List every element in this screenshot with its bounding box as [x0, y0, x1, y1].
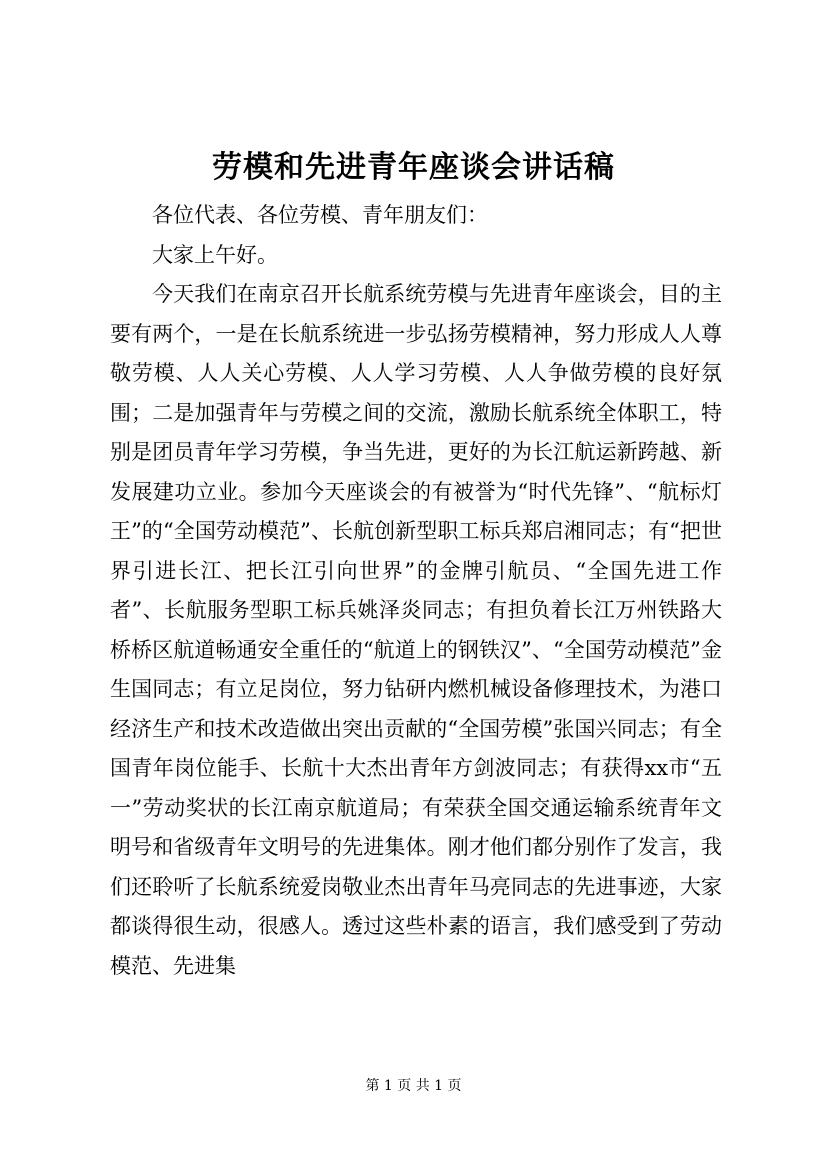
salutation-paragraph: 各位代表、各位劳模、青年朋友们：: [152, 203, 488, 227]
greeting-paragraph: 大家上午好。: [152, 242, 278, 267]
document-body: [110, 196, 722, 986]
page-footer: 第 1 页 共 1 页: [365, 1078, 462, 1094]
main-paragraph: 今天我们在南京召开长航系统劳模与先进青年座谈会，目的主要有两个，一是在长航系统进一步弘扬劳模精神，努力形成人人尊敬劳模、人人关心劳模、人人学习劳模、人人争做劳模的良好氛围；二是加强青年与劳模之间的交流，激励长航系统全体职工，特别是团员青年学习劳模，争当先进，更好的为长江航运新跨越、新发展建功立业。参加今天座谈会的有被誉为“时代先锋”、“航标灯王”的“全国劳动模范”、长航创新型职工标兵郑启湘同志；有“把世界引进长江、把长江引向世界”的金牌引航员、“全国先进工作者”、长航服务型职工标兵姚泽炎同志；有担负着长江万州铁路大桥桥区航道畅通安全重任的“航道上的钢铁汉”、“全国劳动模范”金生国同志；有立足岗位，努力钻研内燃机械设备修理技术，为港口经济生产和技术改造做出突出贡献的“全国劳模”张国兴同志；有全国青年岗位能手、长航十大杰出青年方剑波同志；有获得xx市“五一”劳动奖状的长江南京航道局；有荣获全国交通运输系统青年文明号和省级青年文明号的先进集体。刚才他们都分别作了发言，我们还聆听了长航系统爱岗敬业杰出青年马亮同志的先进事迹，大家都谈得很生动，很感人。透过这些朴素的语言，我们感受到了劳动模范、先进集: [110, 282, 722, 978]
document-title: 劳模和先进青年座谈会讲话稿: [212, 150, 615, 185]
